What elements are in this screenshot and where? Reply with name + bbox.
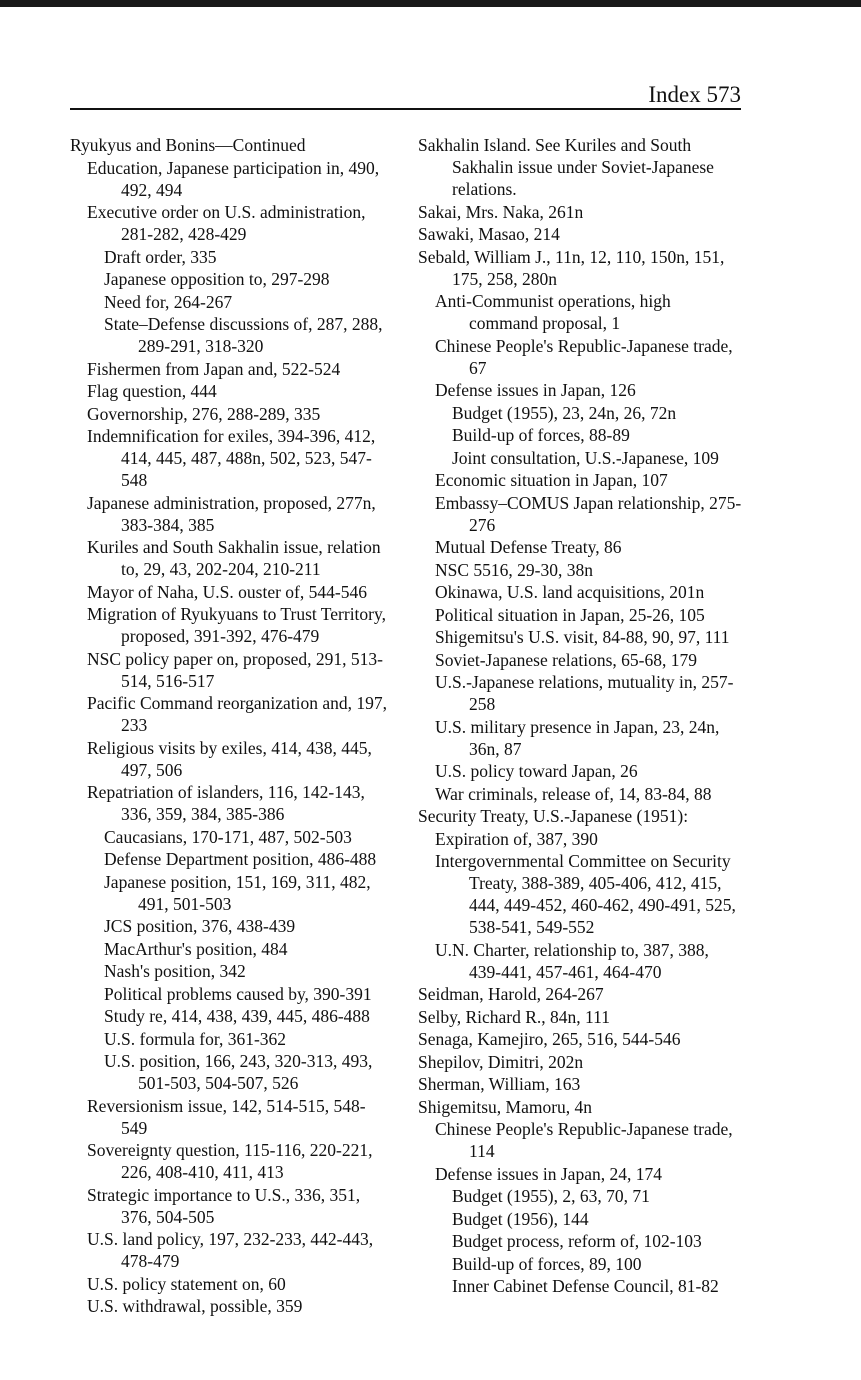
index-entry-text: Sovereignty question, 115-116, 220-221, 226, 408-410, 411, 413 [87,1140,377,1182]
index-subentry [418,783,742,805]
index-subentry [70,581,390,603]
index-subentry [418,1208,742,1230]
index-subentry [70,692,390,736]
index-entry-text: Japanese administration, proposed, 277n, 383-384, 385 [87,492,381,535]
index-subentry [418,1275,742,1297]
index-entry-text: Shigemitsu's U.S. visit, 84-88, 90, 97, 111 [435,627,730,647]
index-entry-text: U.S. withdrawal, possible, 359 [87,1296,303,1316]
index-entry [418,983,742,1005]
index-entry-text: Inner Cabinet Defense Council, 81-82 [452,1276,719,1296]
index-entry-text: Sherman, William, 163 [418,1074,581,1094]
index-entry-text: Security Treaty, U.S.-Japanese (1951): [418,806,689,826]
index-entry-text: U.S. policy toward Japan, 26 [435,761,638,781]
index-subentry [418,581,742,603]
index-entry-text: NSC 5516, 29-30, 38n [435,559,593,580]
index-entry-text: Budget (1955), 23, 24n, 26, 72n [452,402,677,423]
index-subentry [70,848,390,870]
index-entry-text: U.S. formula for, 361-362 [104,1028,287,1049]
index-entry-text: MacArthur's position, 484 [104,938,288,959]
index-entry-text: Defense Department position, 486-488 [104,849,377,869]
index-entry-text: Sebald, William J., 11n, 12, 110, 150n, 151, 175, 258, 280n [418,246,729,289]
index-entry [418,805,742,827]
index-entry-text: Governorship, 276, 288-289, 335 [87,403,321,424]
index-entry-text: State–Defense discussions of, 287, 288, 289-291, 318-320 [104,314,387,356]
index-entry-text: Japanese position, 151, 169, 311, 482, 491, 501-503 [104,871,376,914]
index-entry-text: Economic situation in Japan, 107 [435,470,668,490]
index-entry-text: Religious visits by exiles, 414, 438, 445, 497, 506 [87,737,377,780]
running-header [70,83,741,110]
index-subentry [70,425,390,491]
index-subentry [70,871,390,915]
index-entry [418,1073,742,1095]
index-entry-text: Study re, 414, 438, 439, 445, 486-488 [104,1006,370,1026]
index-entry-text: Seidman, Harold, 264-267 [418,984,604,1004]
index-subentry [70,403,390,425]
index-entry [418,1006,742,1028]
index-subentry [418,536,742,558]
index-entry-text: Budget process, reform of, 102-103 [452,1231,702,1251]
index-subentry [70,1028,390,1050]
index-entry-text: Soviet-Japanese relations, 65-68, 179 [435,649,697,670]
index-subentry [418,559,742,581]
index-entry-text: Strategic importance to U.S., 336, 351, 376, 504-505 [87,1184,365,1227]
index-entry-text: Executive order on U.S. administration, 281-282, 428-429 [87,202,370,244]
index-entry-text: Political situation in Japan, 25-26, 105 [435,604,705,625]
index-subentry [70,826,390,848]
index-entry [418,223,742,245]
index-entry-text: Caucasians, 170-171, 487, 502-503 [104,826,352,847]
index-subentry [70,380,390,402]
index-entry-text: Anti-Communist operations, high command proposal, 1 [435,291,676,333]
index-subentry [70,358,390,380]
index-entry-text: Mayor of Naha, U.S. ouster of, 544-546 [87,581,367,602]
index-subentry [418,1185,742,1207]
index-subentry [70,246,390,268]
index-entry-text: U.S.-Japanese relations, mutuality in, 257-258 [435,672,734,714]
index-subentry [70,781,390,825]
index-subentry [70,313,390,357]
index-subentry [70,938,390,960]
index-subentry [418,939,742,983]
index-subentry [70,648,390,692]
index-subentry [418,1253,742,1275]
index-entry-text: Nash's position, 342 [104,961,246,981]
index-entry-text: Budget (1955), 2, 63, 70, 71 [452,1186,650,1206]
index-subentry [70,291,390,313]
index-subentry [70,960,390,982]
index-entry-text: Political problems caused by, 390-391 [104,983,372,1004]
index-subentry [418,290,742,334]
index-entry-text: Japanese opposition to, 297-298 [104,269,330,289]
index-entry [418,1028,742,1050]
index-subentry [418,1230,742,1252]
index-subentry [70,1295,390,1317]
index-subentry [70,492,390,536]
index-entry-text: Need for, 264-267 [104,291,233,312]
index-entry [418,1051,742,1073]
index-entry-text: Joint consultation, U.S.-Japanese, 109 [452,447,719,468]
index-entry-text: Budget (1956), 144 [452,1208,589,1229]
index-subentry [418,379,742,401]
index-subentry [70,1273,390,1295]
page-top-edge [0,0,861,7]
page-header-title: Index 573 [648,82,741,107]
index-entry-text: U.N. Charter, relationship to, 387, 388, 439-441, 457-461, 464-470 [435,939,714,982]
index-entry-text: Draft order, 335 [104,246,217,267]
index-entry-text: U.S. policy statement on, 60 [87,1273,286,1294]
index-subentry [418,850,742,938]
index-column-right [418,134,742,1298]
index-entry-text: Intergovernmental Committee on Security Treaty, 388-389, 405-406, 412, 415, 444, 449-452, 460-462, 490-491, 525, 538-541, 549-552 [435,851,741,937]
index-subentry [418,1163,742,1185]
index-entry-text: U.S. position, 166, 243, 320-313, 493, 501-503, 504-507, 526 [104,1051,377,1093]
index-entry-text: Sakai, Mrs. Naka, 261n [418,201,584,222]
index-entry-text: Defense issues in Japan, 126 [435,380,636,400]
index-entry-text: Expiration of, 387, 390 [435,828,598,849]
index-entry [418,246,742,290]
index-entry-text: U.S. land policy, 197, 232-233, 442-443, 478-479 [87,1229,378,1271]
index-entry-text: U.S. military presence in Japan, 23, 24n, 36n, 87 [435,716,724,759]
index-subentry [70,536,390,580]
index-subentry [418,626,742,648]
index-entry-text: Flag question, 444 [87,381,217,401]
index-entry-text: Defense issues in Japan, 24, 174 [435,1163,662,1184]
index-entry-text: Sakhalin Island. See Kuriles and South Sakhalin issue under Soviet-Japanese relations. [418,135,719,199]
index-subentry [70,915,390,937]
index-subentry [70,201,390,245]
index-subentry [70,1184,390,1228]
index-subentry [418,335,742,379]
index-entry-text: Indemnification for exiles, 394-396, 412, 414, 445, 487, 488n, 502, 523, 547-548 [87,426,380,490]
index-entry-text: JCS position, 376, 438-439 [104,916,296,936]
index-entry-text: Mutual Defense Treaty, 86 [435,537,622,557]
index-entry-text: NSC policy paper on, proposed, 291, 513-514, 516-517 [87,648,384,691]
index-entry-text: War criminals, release of, 14, 83-84, 88 [435,783,712,804]
index-entry [70,134,390,156]
index-subentry [70,737,390,781]
index-subentry [418,649,742,671]
index-entry-text: Build-up of forces, 89, 100 [452,1253,642,1274]
index-entry-text: Build-up of forces, 88-89 [452,425,630,445]
index-subentry [70,1005,390,1027]
index-column-left [70,134,390,1318]
index-entry-text: Sawaki, Masao, 214 [418,224,560,244]
index-entry-text: Pacific Command reorganization and, 197, 233 [87,693,392,735]
index-subentry [70,603,390,647]
index-subentry [70,268,390,290]
index-entry-text: Chinese People's Republic-Japanese trade, 114 [435,1119,738,1161]
index-entry-text: Embassy–COMUS Japan relationship, 275-276 [435,492,742,535]
index-subentry [418,402,742,424]
index-entry-text: Migration of Ryukyuans to Trust Territory, proposed, 391-392, 476-479 [87,604,391,646]
index-entry-text: Reversionism issue, 142, 514-515, 548-549 [87,1095,366,1138]
index-entry-text: Shepilov, Dimitri, 202n [418,1051,584,1072]
index-entry-text: Ryukyus and Bonins—Continued [70,135,306,155]
index-entry-text: Okinawa, U.S. land acquisitions, 201n [435,582,705,602]
index-subentry [418,604,742,626]
index-subentry [418,424,742,446]
index-entry-text: Fishermen from Japan and, 522-524 [87,358,341,379]
index-subentry [418,671,742,715]
index-subentry [70,1095,390,1139]
index-entry-text: Chinese People's Republic-Japanese trade, 67 [435,335,738,378]
index-entry [418,201,742,223]
index-subentry [70,1228,390,1272]
index-subentry [418,1118,742,1162]
index-entry-text: Shigemitsu, Mamoru, 4n [418,1096,593,1117]
index-subentry [418,469,742,491]
index-entry-text: Repatriation of islanders, 116, 142-143, 336, 359, 384, 385-386 [87,782,370,824]
index-entry-text: Kuriles and South Sakhalin issue, relation to, 29, 43, 202-204, 210-211 [87,537,385,579]
index-entry [418,134,742,200]
index-subentry [70,1139,390,1183]
index-subentry [418,447,742,469]
index-entry-text: Education, Japanese participation in, 490, 492, 494 [87,157,384,200]
index-subentry [418,492,742,536]
index-entry-text: Selby, Richard R., 84n, 111 [418,1006,610,1027]
index-subentry [418,760,742,782]
index-subentry [418,716,742,760]
index-subentry [70,1050,390,1094]
index-entry [418,1096,742,1118]
index-subentry [70,983,390,1005]
index-entry-text: Senaga, Kamejiro, 265, 516, 544-546 [418,1029,681,1049]
index-subentry [70,157,390,201]
index-subentry [418,828,742,850]
